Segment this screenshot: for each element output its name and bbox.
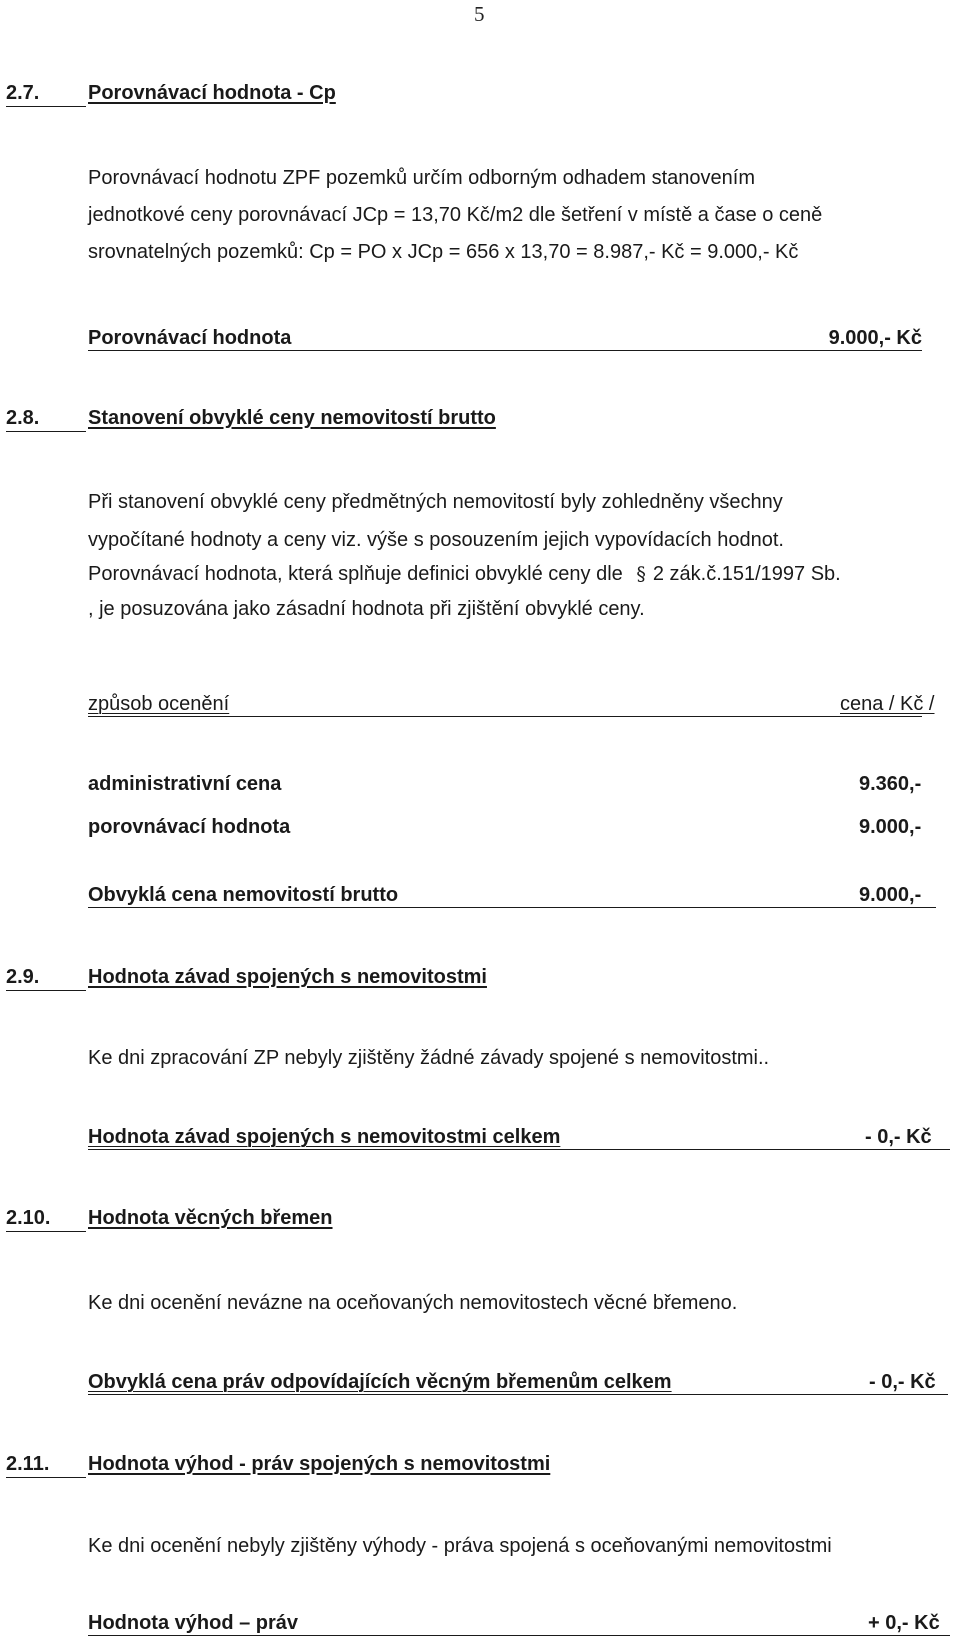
section-2-11-number: 2.11.: [6, 1453, 50, 1475]
s27-para-line-3: srovnatelných pozemků: Cp = PO x JCp = 656 x 13,70 = 8.987,- Kč = 9.000,- Kč: [88, 241, 799, 263]
s211-total-value: + 0,- Kč: [868, 1612, 940, 1634]
section-2-8-title: Stanovení obvyklé ceny nemovitostí brutto: [88, 407, 496, 429]
s29-total-label: Hodnota závad spojených s nemovitostmi celkem: [88, 1126, 561, 1148]
section-2-9-number: 2.9.: [6, 966, 40, 988]
section-2-8-number-rule: [6, 431, 86, 432]
s27-para-line-1: Porovnávací hodnotu ZPF pozemků určím odborným odhadem stanovením: [88, 167, 756, 189]
s27-total-value: 9.000,- Kč: [828, 327, 922, 349]
section-2-7-number-rule: [6, 106, 86, 107]
page-number: 5: [474, 2, 485, 26]
table-header-rule: [88, 716, 922, 717]
s29-total-value: - 0,- Kč: [865, 1126, 932, 1148]
s28-law-reference: 2 zák.č.151/1997 Sb.: [652, 563, 841, 585]
s210-para: Ke dni ocenění nevázne na oceňovaných nemovitostech věcné břemeno.: [88, 1292, 738, 1314]
s28-total-label: Obvyklá cena nemovitostí brutto: [88, 884, 399, 906]
section-2-8-number: 2.8.: [6, 407, 40, 429]
s28-para-line-3: [88, 563, 841, 620]
table-row-value-1: 9.360,-: [859, 773, 922, 795]
section-2-9-title: Hodnota závad spojených s nemovitostmi: [88, 966, 487, 988]
s27-total-label: Porovnávací hodnota: [88, 327, 292, 349]
s29-para: Ke dni zpracování ZP nebyly zjištěny žádné závady spojené s nemovitostmi..: [88, 1047, 770, 1069]
s210-total-value: - 0,- Kč: [869, 1371, 936, 1393]
s28-total-value: 9.000,-: [859, 884, 922, 906]
s211-total-rule: [88, 1635, 950, 1636]
section-2-11-title: Hodnota výhod - práv spojených s nemovitostmi: [88, 1453, 551, 1475]
table-header-price: cena / Kč /: [840, 693, 935, 715]
section-2-7-title: Porovnávací hodnota - Cp: [88, 82, 336, 104]
table-row-value-2: 9.000,-: [859, 816, 922, 838]
s210-total-label: Obvyklá cena práv odpovídajících věcným břemenům celkem: [88, 1371, 672, 1393]
s28-para-line-3-text: Porovnávací hodnota, která splňuje definici obvyklé ceny dle: [88, 563, 623, 585]
s27-para-line-2: jednotkové ceny porovnávací JCp = 13,70 Kč/m2 dle šetření v místě a čase o ceně: [88, 204, 823, 226]
paragraph-sign-icon: §: [636, 563, 646, 585]
s28-para-line-1: Při stanovení obvyklé ceny předmětných nemovitostí byly zohledněny všechny: [88, 491, 783, 513]
s27-total-rule: [88, 350, 922, 351]
section-2-7-number: 2.7.: [6, 82, 40, 104]
table-row-label-2: porovnávací hodnota: [88, 816, 291, 838]
section-2-11-number-rule: [6, 1477, 86, 1478]
table-row-label-1: administrativní cena: [88, 773, 282, 795]
table-header-method: způsob ocenění: [88, 693, 230, 715]
section-2-10-title: Hodnota věcných břemen: [88, 1207, 333, 1229]
section-2-9-number-rule: [6, 990, 86, 991]
s211-total-label: Hodnota výhod – práv: [88, 1612, 299, 1634]
s28-para-line-2: vypočítané hodnoty a ceny viz. výše s posouzením jejich vypovídacích hodnot.: [88, 529, 784, 551]
s211-para: Ke dni ocenění nebyly zjištěny výhody - práva spojená s oceňovanými nemovitostmi: [88, 1535, 832, 1557]
section-2-10-number: 2.10.: [6, 1207, 51, 1229]
s28-total-rule: [88, 907, 936, 908]
section-2-10-number-rule: [6, 1231, 86, 1232]
s28-para-line-4: , je posuzována jako zásadní hodnota při zjištění obvyklé ceny.: [88, 598, 645, 620]
s210-total-rule: [88, 1394, 948, 1395]
s29-total-rule: [88, 1149, 950, 1150]
